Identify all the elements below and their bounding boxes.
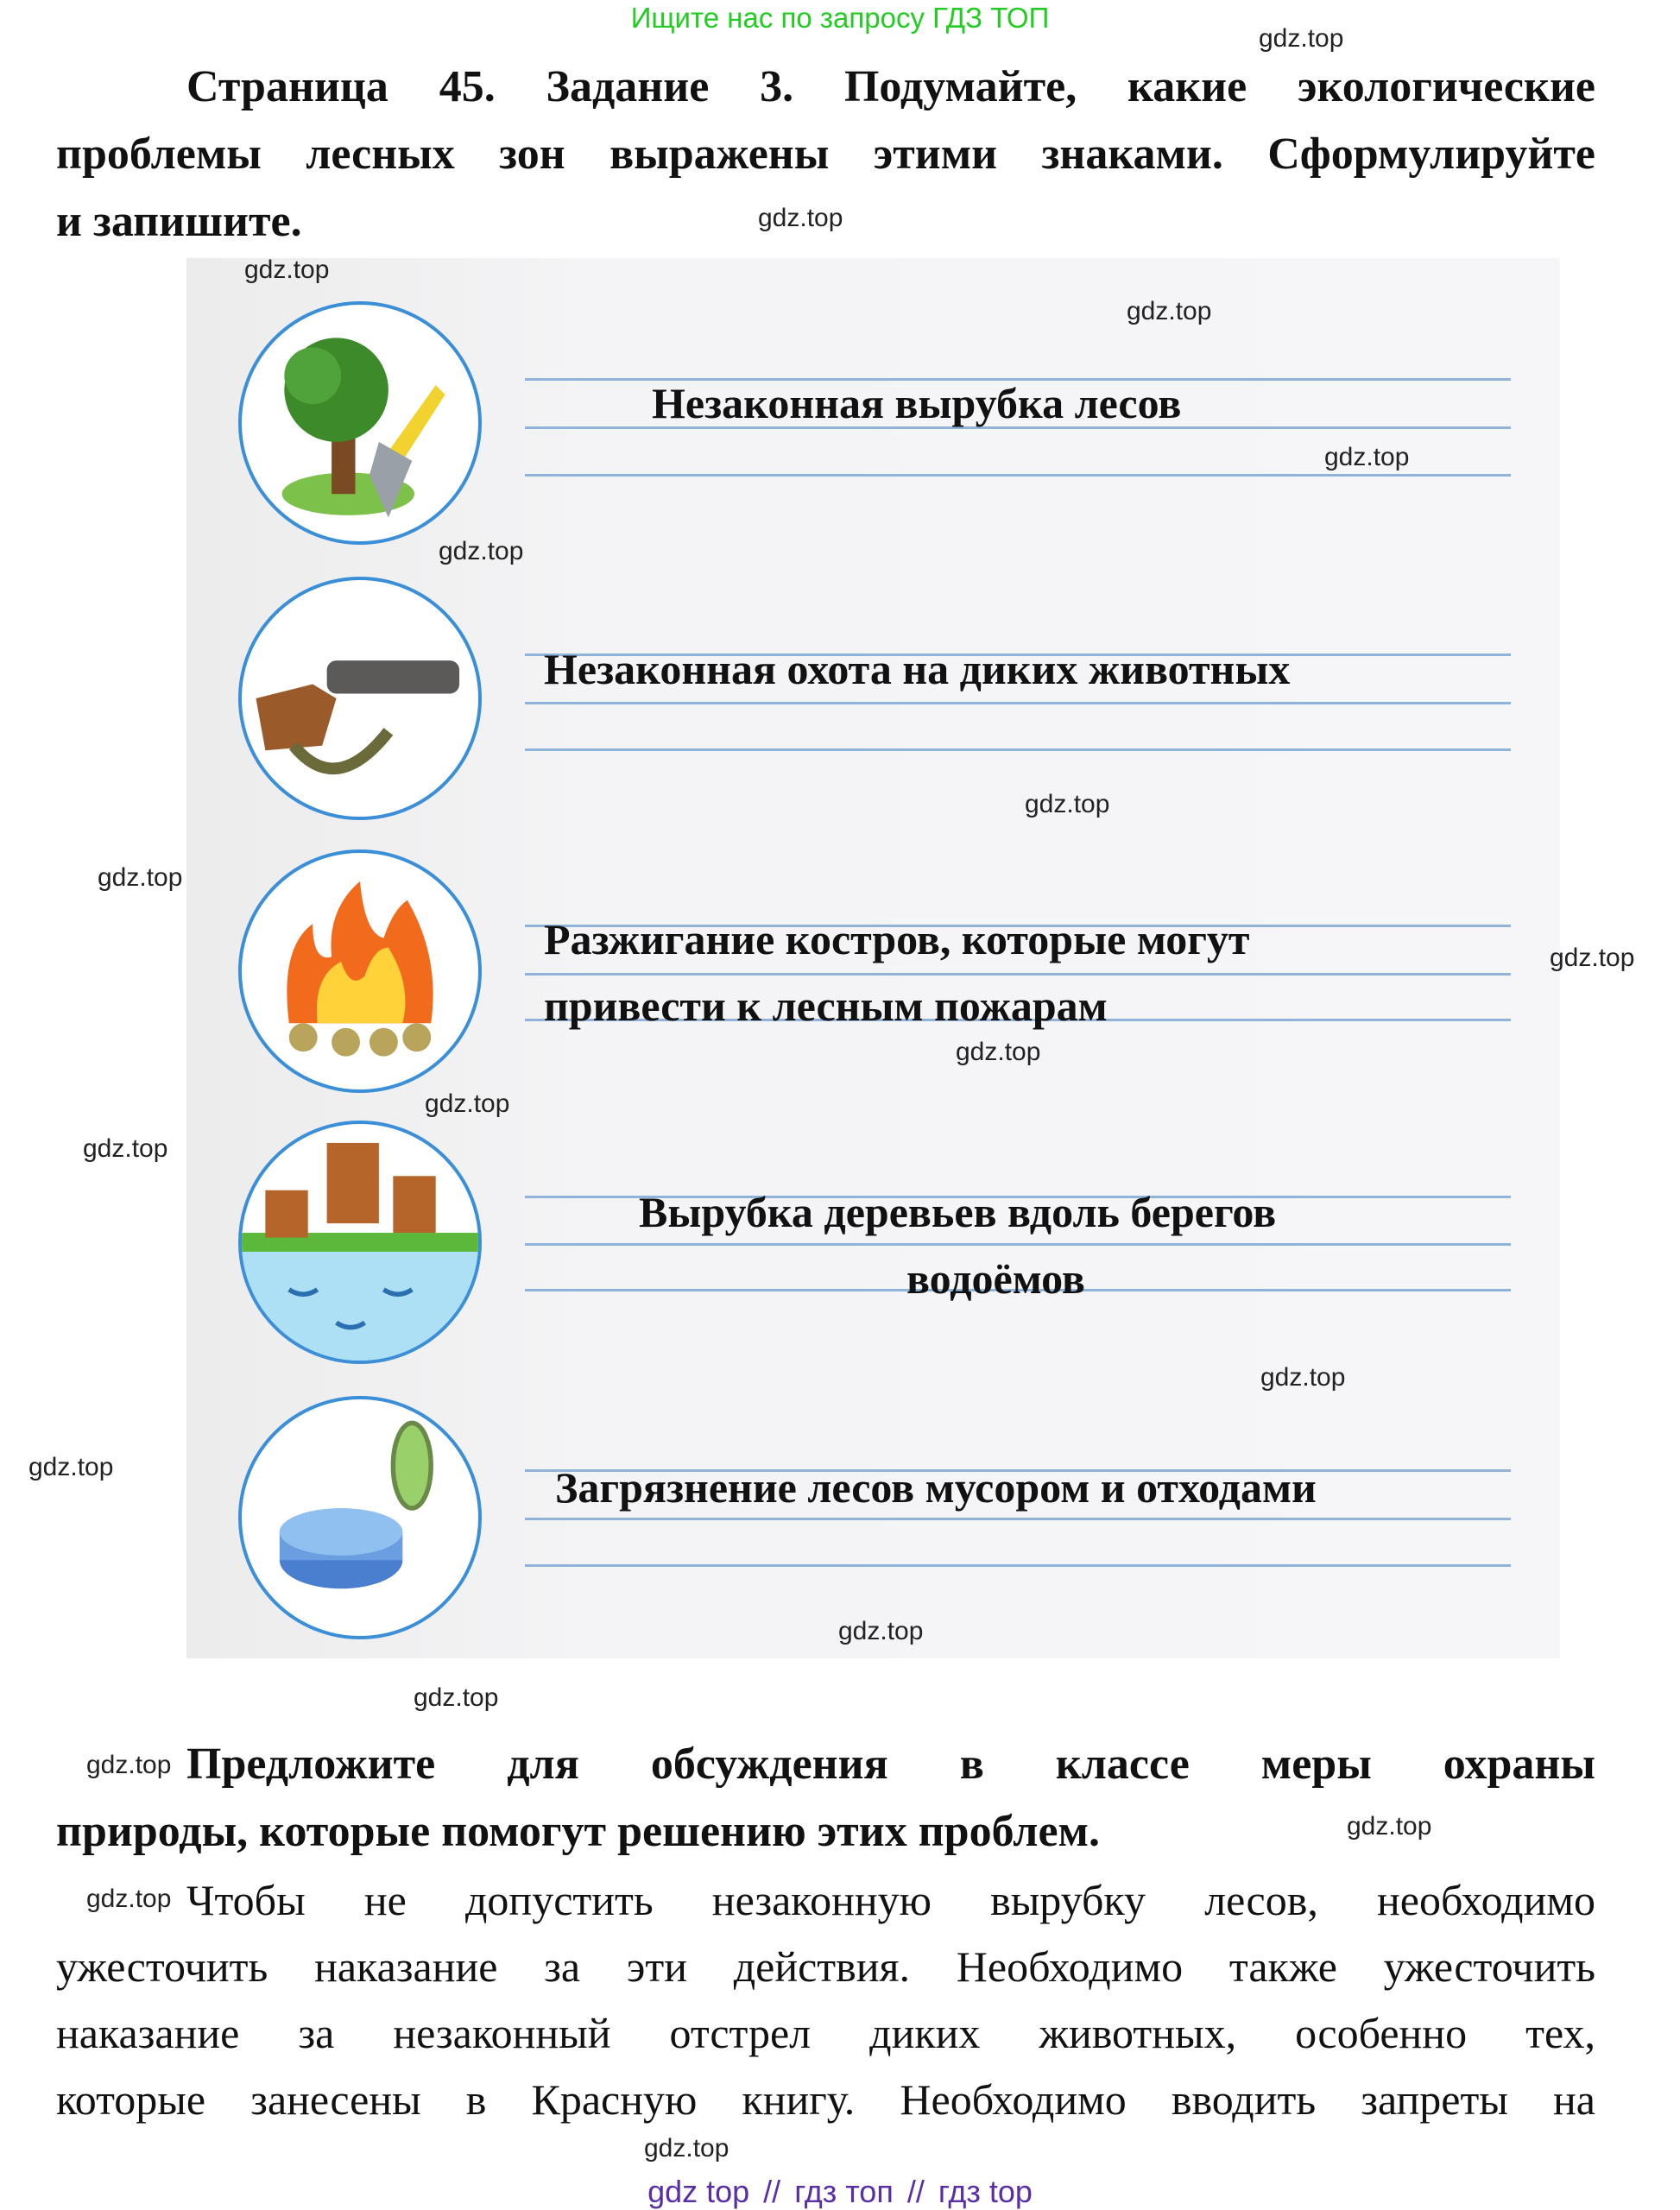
watermark: gdz.top [86, 1885, 172, 1913]
watermark: gdz.top [644, 2134, 729, 2163]
task2-heading-line: природы, которые помогут решению этих проблем. [56, 1807, 1100, 1856]
answer-4-line-1: Вырубка деревьев вдоль берегов [639, 1188, 1277, 1236]
answer-4-line-2: водоёмов [906, 1254, 1085, 1303]
footer-link[interactable]: гдз топ [794, 2174, 894, 2209]
search-banner: Ищите нас по запросу ГДЗ ТОП [630, 2, 1050, 34]
answer-paragraph [56, 1867, 1595, 2133]
watermark: gdz.top [439, 537, 524, 565]
rifle-icon [238, 577, 482, 820]
rule-line [525, 1518, 1511, 1520]
answer-2: Незаконная охота на диких животных [544, 645, 1291, 693]
rule-line [525, 702, 1511, 704]
rule-line [525, 474, 1511, 477]
watermark: gdz.top [1259, 24, 1344, 53]
task2-heading [56, 1731, 1595, 1866]
campfire-icon [238, 849, 482, 1093]
tin-can-icon [238, 1396, 482, 1639]
watermark: gdz.top [1324, 443, 1410, 471]
rule-line [525, 1564, 1511, 1567]
rule-line [525, 973, 1511, 976]
answer-3-line-2: привести к лесным пожарам [544, 982, 1108, 1030]
watermark: gdz.top [28, 1453, 114, 1481]
watermark: gdz.top [1550, 944, 1635, 972]
watermark: gdz.top [86, 1751, 172, 1779]
footer-link[interactable]: gdz top [647, 2174, 750, 2209]
watermark: gdz.top [1260, 1363, 1346, 1392]
footer-separator: // [906, 2174, 925, 2209]
footer-separator: // [763, 2174, 781, 2209]
answer-3-line-1: Разжигание костров, которые могут [544, 915, 1250, 963]
task-heading-line: и запишите. [56, 197, 302, 246]
watermark: gdz.top [1025, 790, 1110, 818]
rule-line [525, 1243, 1511, 1246]
watermark: gdz.top [838, 1617, 924, 1645]
watermark: gdz.top [758, 204, 843, 232]
task-heading-line: проблемы лесных зон выражены этими знаками. Сформулируйте [56, 129, 1595, 179]
watermark: gdz.top [98, 863, 183, 892]
answer-1: Незаконная вырубка лесов [652, 379, 1182, 427]
watermark: gdz.top [414, 1683, 499, 1712]
tree-axe-icon [238, 301, 482, 545]
watermark: gdz.top [425, 1089, 510, 1118]
answer-paragraph-line: наказание за незаконный отстрел диких животных, особенно тех, [56, 2009, 1595, 2057]
stumps-water-icon [238, 1121, 482, 1364]
task-heading-line: Страница 45. Задание 3. Подумайте, какие экологические [186, 62, 1595, 111]
watermark: gdz.top [956, 1038, 1041, 1066]
answer-5: Загрязнение лесов мусором и отходами [555, 1463, 1317, 1512]
answer-paragraph-line: которые занесены в Красную книгу. Необходимо вводить запреты на [56, 2075, 1595, 2124]
watermark: gdz.top [83, 1134, 168, 1163]
answer-paragraph-line: Чтобы не допустить незаконную вырубку лесов, необходимо [186, 1876, 1595, 1924]
watermark: gdz.top [1127, 297, 1212, 325]
footer-link[interactable]: гдз top [938, 2174, 1033, 2209]
footer-links [0, 2174, 1680, 2210]
task2-heading-line: Предложите для обсуждения в классе меры охраны [186, 1740, 1595, 1789]
watermark: gdz.top [1347, 1812, 1432, 1841]
answer-paragraph-line: ужесточить наказание за эти действия. Необходимо также ужесточить [56, 1942, 1595, 1991]
rule-line [525, 748, 1511, 751]
watermark: gdz.top [244, 256, 330, 284]
